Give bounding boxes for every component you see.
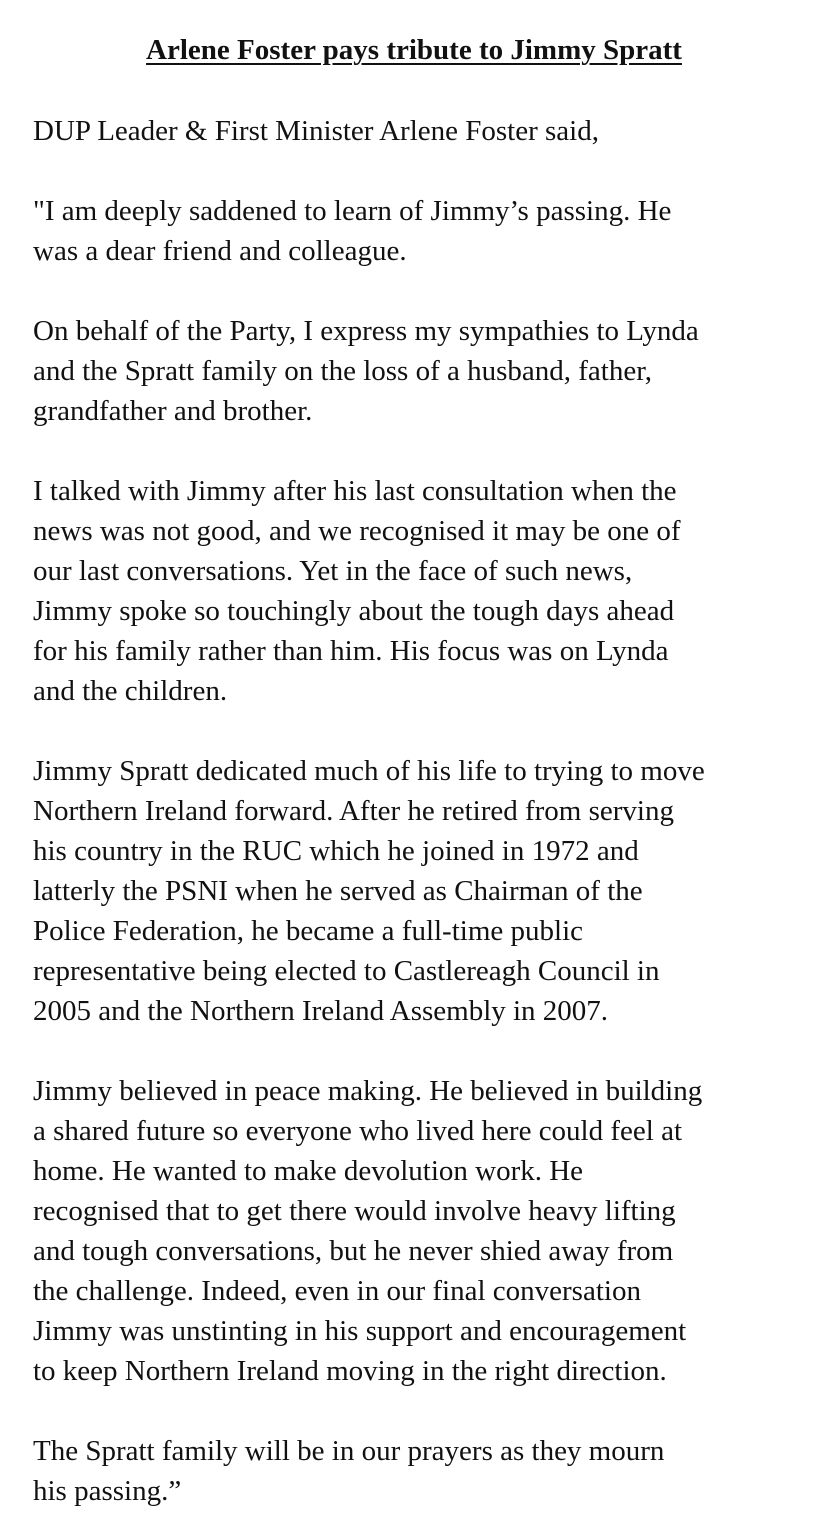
paragraph-3-line-1: I talked with Jimmy after his last consultation when the [33,475,677,507]
paragraph-4-line-5: Police Federation, he became a full-time public [33,915,583,947]
paragraph-4-line-4: latterly the PSNI when he served as Chairman of the [33,875,643,907]
paragraph-5-line-5: and tough conversations, but he never shied away from [33,1235,674,1267]
paragraph-4-line-6: representative being elected to Castlereagh Council in [33,955,660,987]
paragraph-3-line-4: Jimmy spoke so touchingly about the tough days ahead [33,595,675,627]
paragraph-3-line-3: our last conversations. Yet in the face of such news, [33,555,633,587]
paragraph-3-line-5: for his family rather than him. His focus was on Lynda [33,635,669,667]
paragraph-5-line-4: recognised that to get there would involve heavy lifting [33,1195,676,1227]
paragraph-5-line-6: the challenge. Indeed, even in our final conversation [33,1275,641,1307]
paragraph-6-line-2: his passing.” [33,1475,182,1507]
paragraph-4-line-2: Northern Ireland forward. After he retired from serving [33,795,674,827]
paragraph-2-line-1: On behalf of the Party, I express my sympathies to Lynda [33,315,699,347]
paragraph-1-line-2: was a dear friend and colleague. [33,235,407,267]
paragraph-3-line-6: and the children. [33,675,228,707]
paragraph-4-line-3: his country in the RUC which he joined in 1972 and [33,835,639,867]
paragraph-2-line-3: grandfather and brother. [33,395,313,427]
document-title: Arlene Foster pays tribute to Jimmy Spratt [146,34,682,66]
paragraph-5-line-3: home. He wanted to make devolution work. He [33,1155,584,1187]
paragraph-5-line-7: Jimmy was unstinting in his support and encouragement [33,1315,687,1347]
paragraph-3-line-2: news was not good, and we recognised it may be one of [33,515,681,547]
paragraph-1-line-1: "I am deeply saddened to learn of Jimmy’s passing. He [33,195,672,227]
paragraph-2-line-2: and the Spratt family on the loss of a husband, father, [33,355,652,387]
paragraph-4-line-7: 2005 and the Northern Ireland Assembly in 2007. [33,995,609,1027]
intro-line: DUP Leader & First Minister Arlene Foster said, [33,115,599,147]
paragraph-5-line-8: to keep Northern Ireland moving in the right direction. [33,1355,667,1387]
paragraph-4-line-1: Jimmy Spratt dedicated much of his life to trying to move [33,755,705,787]
paragraph-6-line-1: The Spratt family will be in our prayers as they mourn [33,1435,665,1467]
paragraph-5-line-1: Jimmy believed in peace making. He believed in building [33,1075,703,1107]
paragraph-5-line-2: a shared future so everyone who lived here could feel at [33,1115,683,1147]
